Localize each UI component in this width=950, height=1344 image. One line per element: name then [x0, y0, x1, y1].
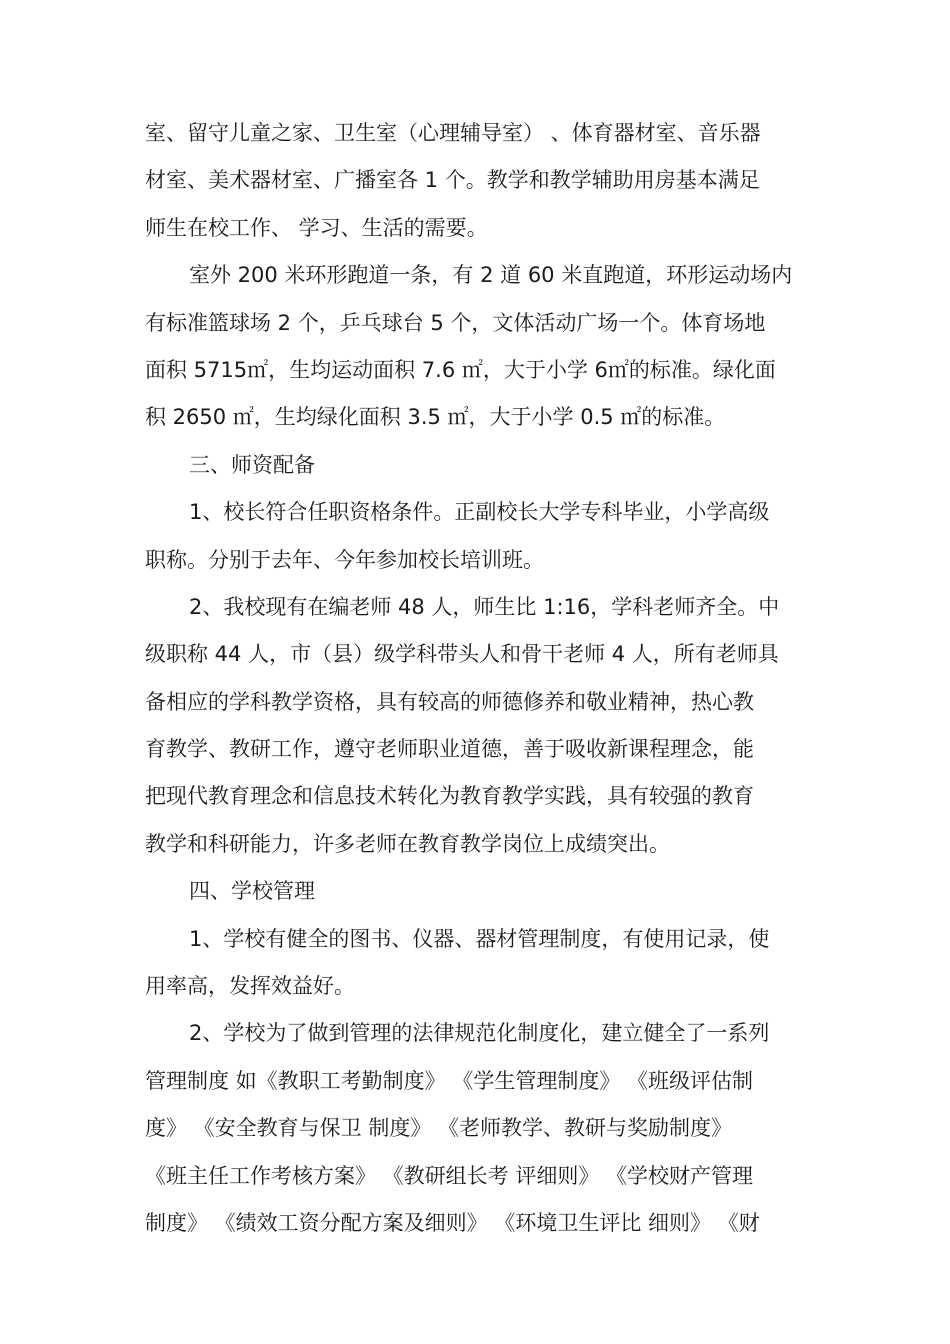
- text-line: 度》 《安全教育与保卫 制度》 《老师教学、教研与奖励制度》: [145, 1116, 733, 1141]
- text-line: 1、校长符合任职资格条件。正副校长大学专科毕业，小学高级: [189, 500, 770, 525]
- section-heading: 三、师资配备: [189, 452, 315, 477]
- text-line: 教学和科研能力，许多老师在教育教学岗位上成绩突出。: [145, 831, 670, 856]
- text-line: 备相应的学科教学资格，具有较高的师德修养和敬业精神，热心教: [145, 689, 754, 714]
- text-line: 2、我校现有在编老师 48 人，师生比 1:16，学科老师齐全。中: [189, 594, 780, 619]
- text-line: 级职称 44 人，市（县）级学科带头人和骨干老师 4 人，所有老师具: [145, 642, 779, 667]
- section-heading: 四、学校管理: [189, 879, 315, 904]
- text-line: 管理制度 如《教职工考勤制度》 《学生管理制度》 《班级评估制: [145, 1068, 754, 1093]
- text-line: 《班主任工作考核方案》 《教研组长考 评细则》 《学校财产管理: [145, 1163, 754, 1188]
- text-line: 1、学校有健全的图书、仪器、器材管理制度，有使用记录，使: [189, 926, 770, 951]
- text-line: 制度》 《绩效工资分配方案及细则》 《环境卫生评比 细则》 《财: [145, 1210, 760, 1235]
- text-line: 育教学、教研工作，遵守老师职业道德，善于吸收新课程理念，能: [145, 737, 754, 762]
- text-line: 室外 200 米环形跑道一条，有 2 道 60 米直跑道，环形运动场内: [189, 263, 793, 288]
- text-line: 用率高，发挥效益好。: [145, 974, 355, 999]
- text-line: 面积 5715㎡，生均运动面积 7.6 ㎡，大于小学 6㎡的标准。绿化面: [145, 357, 776, 382]
- text-line: 积 2650 ㎡，生均绿化面积 3.5 ㎡，大于小学 0.5 ㎡的标准。: [145, 405, 726, 430]
- body-text: [145, 110, 807, 1247]
- text-line: 室、留守儿童之家、卫生室（心理辅导室） 、体育器材室、音乐器: [145, 121, 761, 145]
- text-line: 把现代教育理念和信息技术转化为教育教学实践，具有较强的教育: [145, 784, 754, 809]
- text-line: 师生在校工作、 学习、生活的需要。: [145, 215, 488, 240]
- text-line: 有标准篮球场 2 个，乒乓球台 5 个，文体活动广场一个。体育场地: [145, 310, 766, 335]
- text-line: 材室、美术器材室、广播室各 1 个。教学和教学辅助用房基本满足: [145, 168, 760, 193]
- text-line: 职称。分别于去年、今年参加校长培训班。: [145, 547, 544, 572]
- text-line: 2、学校为了做到管理的法律规范化制度化，建立健全了一系列: [189, 1021, 770, 1046]
